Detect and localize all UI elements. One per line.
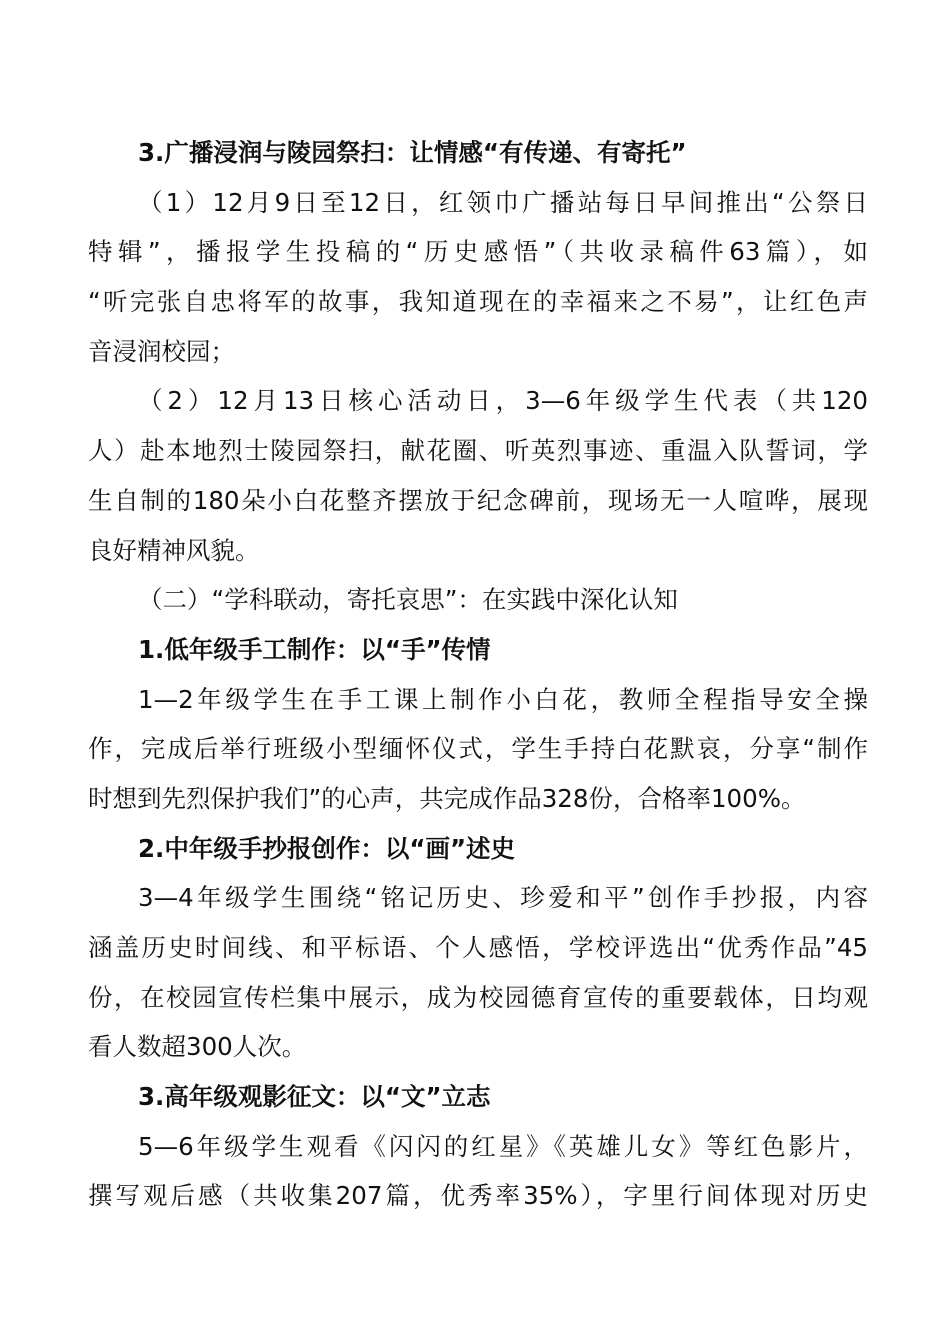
paragraph-line: 特辑”，播报学生投稿的“历史感悟”（共收录稿件63篇），如: [88, 237, 868, 267]
paragraph-line: “听完张自忠将军的故事，我知道现在的幸福来之不易”，让红色声: [88, 287, 868, 317]
document-page: [88, 128, 868, 1221]
paragraph-line: 份，在校园宣传栏集中展示，成为校园德育宣传的重要载体，日均观: [88, 982, 868, 1012]
paragraph-line: 看人数超300人次。: [88, 1032, 307, 1062]
paragraph-line: 3—4年级学生围绕“铭记历史、珍爱和平”创作手抄报，内容: [138, 883, 868, 913]
paragraph-line: （2）12月13日核心活动日，3—6年级学生代表（共120: [138, 386, 868, 416]
paragraph-line: 良好精神风貌。: [88, 535, 260, 565]
paragraph-line: 5—6年级学生观看《闪闪的红星》《英雄儿女》等红色影片，: [138, 1131, 868, 1161]
paragraph-line: 时想到先烈保护我们”的心声，共完成作品328份，合格率100%。: [88, 783, 806, 813]
paragraph-line: 1—2年级学生在手工课上制作小白花，教师全程指导安全操: [138, 684, 868, 714]
section-heading: 3.高年级观影征文：以“文”立志: [138, 1082, 491, 1112]
subsection-heading: （二）“学科联动，寄托哀思”：在实践中深化认知: [138, 585, 678, 615]
section-heading: 3.广播浸润与陵园祭扫：让情感“有传递、有寄托”: [138, 138, 687, 167]
paragraph-line: （1）12月9日至12日，红领巾广播站每日早间推出“公祭日: [138, 187, 868, 217]
paragraph-line: 生自制的180朵小白花整齐摆放于纪念碑前，现场无一人喧哗，展现: [88, 485, 868, 515]
paragraph-line: 涵盖历史时间线、和平标语、个人感悟，学校评选出“优秀作品”45: [88, 933, 868, 962]
paragraph-line: 撰写观后感（共收集207篇，优秀率35%），字里行间体现对历史: [88, 1181, 868, 1211]
paragraph-line: 音浸润校园；: [88, 336, 235, 366]
section-heading: 2.中年级手抄报创作：以“画”述史: [138, 833, 516, 863]
paragraph-line: 作，完成后举行班级小型缅怀仪式，学生手持白花默哀，分享“制作: [88, 734, 868, 764]
paragraph-line: 人）赴本地烈士陵园祭扫，献花圈、听英烈事迹、重温入队誓词，学: [88, 436, 868, 466]
section-heading: 1.低年级手工制作：以“手”传情: [138, 634, 491, 664]
